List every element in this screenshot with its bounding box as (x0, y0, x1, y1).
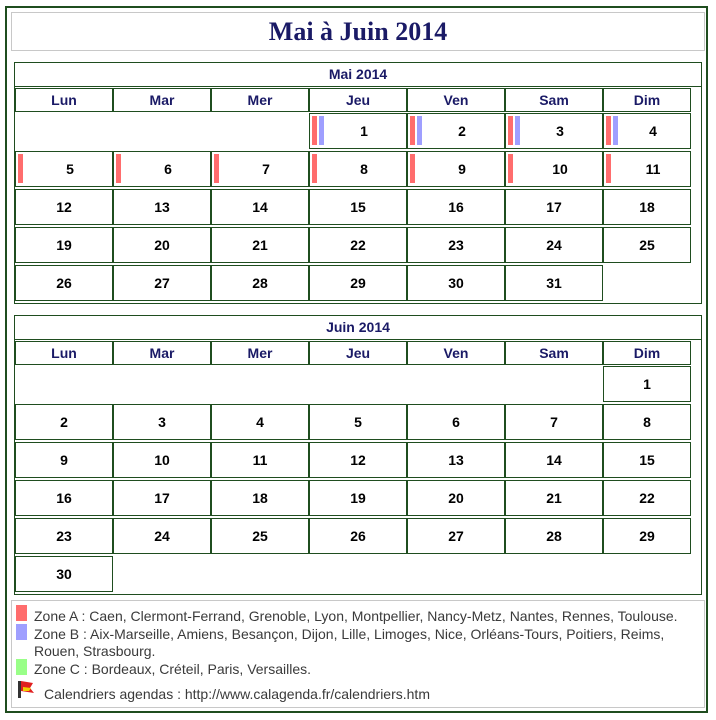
day-number: 2 (458, 123, 466, 139)
day-cell[interactable] (603, 227, 691, 263)
day-header-dim: Dim (603, 341, 691, 365)
zone-b-label: Zone B : Aix-Marseille, Amiens, Besançon, Dijon, Lille, Limoges, Nice, Orléans-Tours, Poitiers, Reims, Rouen, Strasbourg. (34, 626, 665, 659)
day-number: 26 (56, 275, 72, 291)
day-header-dim: Dim (603, 88, 691, 112)
day-header-lun: Lun (15, 88, 113, 112)
day-number: 1 (360, 123, 368, 139)
day-header-jeu: Jeu (309, 88, 407, 112)
day-number: 16 (56, 490, 72, 506)
zone-b-text (34, 626, 704, 660)
zone-a-holiday-marker (410, 116, 415, 145)
day-cell[interactable] (113, 404, 211, 440)
day-cell[interactable] (505, 265, 603, 301)
day-cell[interactable] (603, 442, 691, 478)
day-number: 23 (56, 528, 72, 544)
day-number: 20 (154, 237, 170, 253)
day-number: 10 (552, 161, 568, 177)
day-number: 22 (639, 490, 655, 506)
day-number: 15 (350, 199, 366, 215)
day-number: 28 (546, 528, 562, 544)
day-cell[interactable] (603, 366, 691, 402)
day-cell[interactable] (309, 480, 407, 516)
day-cell[interactable] (113, 189, 211, 225)
day-cell[interactable] (211, 480, 309, 516)
day-cell[interactable] (15, 189, 113, 225)
day-cell[interactable] (15, 151, 113, 187)
day-number: 17 (154, 490, 170, 506)
day-cell[interactable] (603, 404, 691, 440)
day-cell[interactable] (309, 113, 407, 149)
day-cell[interactable] (211, 189, 309, 225)
day-cell[interactable] (407, 227, 505, 263)
month-june (14, 315, 702, 595)
zone-a-swatch (16, 605, 27, 621)
day-number: 14 (546, 452, 562, 468)
day-number: 21 (546, 490, 562, 506)
zone-b-swatch (16, 624, 27, 640)
day-cell[interactable] (407, 518, 505, 554)
day-cell[interactable] (211, 518, 309, 554)
zone-a-holiday-marker (116, 154, 121, 183)
day-number: 28 (252, 275, 268, 291)
day-cell[interactable] (15, 265, 113, 301)
day-header-mer: Mer (211, 88, 309, 112)
day-header-sam: Sam (505, 341, 603, 365)
day-number: 2 (60, 414, 68, 430)
day-number: 9 (458, 161, 466, 177)
day-cell[interactable] (211, 151, 309, 187)
day-number: 5 (66, 161, 74, 177)
day-cell[interactable] (505, 189, 603, 225)
zone-a-holiday-marker (508, 154, 513, 183)
month-title: Mai 2014 (15, 63, 701, 87)
day-cell[interactable] (113, 518, 211, 554)
day-number: 7 (262, 161, 270, 177)
day-number: 9 (60, 452, 68, 468)
day-cell[interactable] (603, 480, 691, 516)
day-cell[interactable] (309, 151, 407, 187)
day-number: 23 (448, 237, 464, 253)
day-header-mer: Mer (211, 341, 309, 365)
day-header-mar: Mar (113, 341, 211, 365)
day-number: 19 (350, 490, 366, 506)
zone-c-swatch (16, 659, 27, 675)
day-header-ven: Ven (407, 88, 505, 112)
day-cell[interactable] (15, 404, 113, 440)
day-cell[interactable] (15, 480, 113, 516)
day-number: 11 (645, 161, 661, 177)
day-number: 24 (546, 237, 562, 253)
day-cell[interactable] (15, 442, 113, 478)
day-header-lun: Lun (15, 341, 113, 365)
day-cell[interactable] (407, 151, 505, 187)
day-cell[interactable] (505, 518, 603, 554)
day-cell[interactable] (505, 480, 603, 516)
month-title: Juin 2014 (15, 316, 701, 340)
legend (11, 600, 705, 708)
day-cell[interactable] (603, 518, 691, 554)
day-number: 3 (158, 414, 166, 430)
zone-a-holiday-marker (214, 154, 219, 183)
day-number: 30 (56, 566, 72, 582)
day-cell[interactable] (113, 442, 211, 478)
day-cell[interactable] (407, 404, 505, 440)
zone-a-holiday-marker (312, 154, 317, 183)
day-number: 8 (360, 161, 368, 177)
day-number: 7 (550, 414, 558, 430)
day-cell[interactable] (211, 265, 309, 301)
day-cell[interactable] (15, 518, 113, 554)
day-number: 26 (350, 528, 366, 544)
calendar-flag-icon (17, 679, 37, 699)
day-number: 24 (154, 528, 170, 544)
page-title: Mai à Juin 2014 (11, 12, 705, 51)
day-number: 5 (354, 414, 362, 430)
day-cell[interactable] (309, 518, 407, 554)
day-cell[interactable] (309, 404, 407, 440)
calagenda-link[interactable]: Calendriers agendas : http://www.calagenda.fr/calendriers.htm (44, 686, 430, 702)
day-number: 25 (639, 237, 655, 253)
day-cell[interactable] (407, 113, 505, 149)
day-number: 22 (350, 237, 366, 253)
day-cell[interactable] (603, 113, 691, 149)
day-number: 18 (639, 199, 655, 215)
zone-a-holiday-marker (18, 154, 23, 183)
zone-a-text: Zone A : Caen, Clermont-Ferrand, Grenoble, Lyon, Montpellier, Nancy-Metz, Nantes, Rennes, Toulouse. (34, 608, 678, 624)
day-cell[interactable] (505, 404, 603, 440)
day-number: 20 (448, 490, 464, 506)
day-number: 4 (256, 414, 264, 430)
day-cell[interactable] (113, 227, 211, 263)
day-cell[interactable] (309, 189, 407, 225)
day-number: 8 (643, 414, 651, 430)
zone-a-holiday-marker (410, 154, 415, 183)
day-cell[interactable] (603, 189, 691, 225)
day-number: 6 (164, 161, 172, 177)
day-number: 31 (546, 275, 562, 291)
day-cell[interactable] (505, 227, 603, 263)
day-cell[interactable] (113, 480, 211, 516)
day-number: 14 (252, 199, 268, 215)
day-cell[interactable] (505, 113, 603, 149)
day-number: 3 (556, 123, 564, 139)
day-number: 12 (350, 452, 366, 468)
day-header-jeu: Jeu (309, 341, 407, 365)
day-cell[interactable] (15, 227, 113, 263)
day-number: 4 (649, 123, 657, 139)
day-number: 13 (448, 452, 464, 468)
zone-a-holiday-marker (606, 116, 611, 145)
day-cell[interactable] (603, 151, 691, 187)
day-header-mar: Mar (113, 88, 211, 112)
day-cell[interactable] (211, 404, 309, 440)
day-cell[interactable] (113, 265, 211, 301)
day-number: 21 (252, 237, 268, 253)
day-cell[interactable] (407, 189, 505, 225)
day-cell[interactable] (407, 480, 505, 516)
day-number: 1 (643, 376, 651, 392)
day-cell[interactable] (211, 442, 309, 478)
day-cell[interactable] (309, 442, 407, 478)
day-cell[interactable] (407, 265, 505, 301)
day-cell[interactable] (113, 151, 211, 187)
day-cell[interactable] (505, 442, 603, 478)
day-cell[interactable] (309, 227, 407, 263)
day-cell[interactable] (505, 151, 603, 187)
day-number: 12 (56, 199, 72, 215)
day-number: 27 (154, 275, 170, 291)
day-number: 16 (448, 199, 464, 215)
month-may (14, 62, 702, 304)
zone-a-holiday-marker (606, 154, 611, 183)
day-number: 29 (639, 528, 655, 544)
day-number: 6 (452, 414, 460, 430)
day-number: 15 (639, 452, 655, 468)
day-number: 25 (252, 528, 268, 544)
day-number: 10 (154, 452, 170, 468)
zone-a-holiday-marker (312, 116, 317, 145)
day-number: 13 (154, 199, 170, 215)
day-number: 19 (56, 237, 72, 253)
day-number: 11 (252, 452, 268, 468)
day-number: 18 (252, 490, 268, 506)
day-number: 30 (448, 275, 464, 291)
zone-a-holiday-marker (508, 116, 513, 145)
day-cell[interactable] (407, 442, 505, 478)
day-number: 17 (546, 199, 562, 215)
day-cell[interactable] (15, 556, 113, 592)
day-number: 29 (350, 275, 366, 291)
day-cell[interactable] (309, 265, 407, 301)
zone-c-text: Zone C : Bordeaux, Créteil, Paris, Versailles. (34, 661, 312, 677)
day-header-ven: Ven (407, 341, 505, 365)
day-header-sam: Sam (505, 88, 603, 112)
day-number: 27 (448, 528, 464, 544)
day-cell[interactable] (211, 227, 309, 263)
